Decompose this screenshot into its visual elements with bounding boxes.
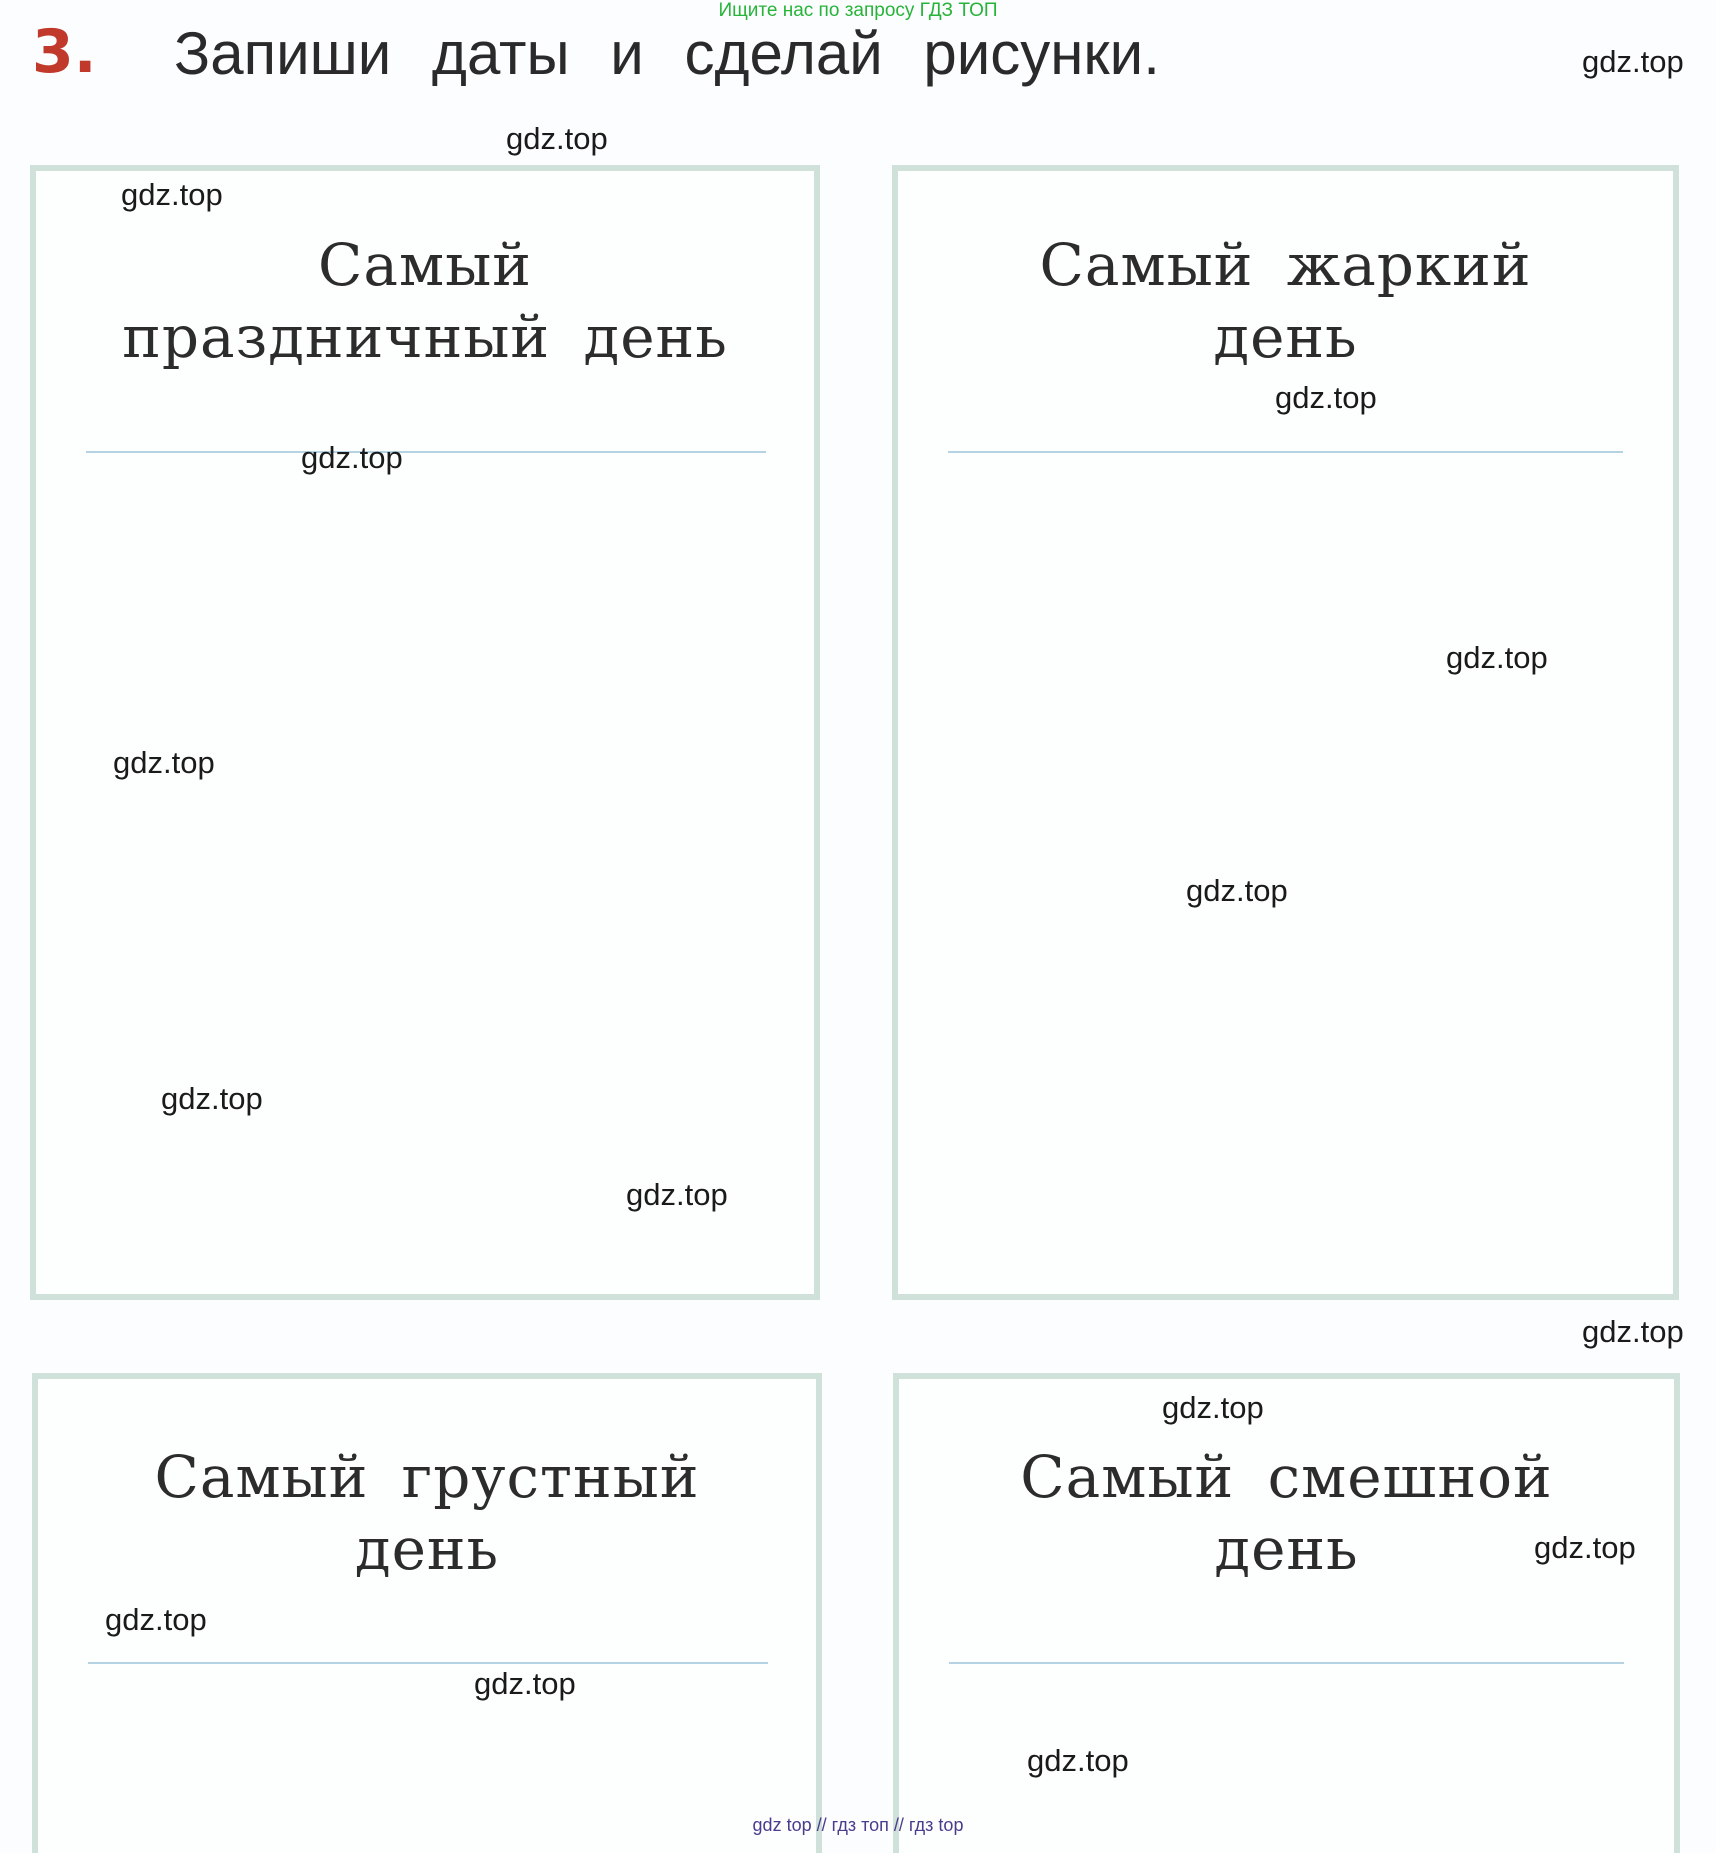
task-instruction: Запиши даты и сделай рисунки. [174,20,1160,87]
card-funniest-day [893,1373,1680,1853]
watermark: gdz.top [1275,380,1377,415]
watermark: gdz.top [1582,44,1684,79]
watermark: gdz.top [1186,873,1288,908]
watermark: gdz.top [113,745,215,780]
watermark: gdz.top [1027,1743,1129,1778]
date-line[interactable] [949,1662,1624,1664]
task-number: 3. [32,17,97,87]
watermark: gdz.top [1162,1390,1264,1425]
watermark: gdz.top [1582,1314,1684,1349]
watermark: gdz.top [301,440,403,475]
drawing-area[interactable] [46,471,804,1284]
date-line[interactable] [86,451,766,453]
card-title: Самый праздничный день [122,231,728,371]
watermark: gdz.top [1446,640,1548,675]
watermark: gdz.top [506,121,608,156]
card-hottest-day [892,165,1679,1300]
date-line[interactable] [948,451,1623,453]
watermark: gdz.top [1534,1530,1636,1565]
card-holiday-day [30,165,820,1300]
card-title: Самый грустный день [154,1443,700,1583]
watermark: gdz.top [161,1081,263,1116]
bottom-banner[interactable]: gdz top // гдз топ // гдз top [752,1815,964,1835]
card-title: Самый жаркий день [1039,231,1532,371]
watermark: gdz.top [105,1602,207,1637]
watermark: gdz.top [626,1177,728,1212]
top-banner[interactable]: Ищите нас по запросу ГДЗ ТОП [718,0,998,21]
date-line[interactable] [88,1662,768,1664]
card-title: Самый смешной день [1020,1443,1553,1583]
watermark: gdz.top [474,1666,576,1701]
watermark: gdz.top [121,177,223,212]
